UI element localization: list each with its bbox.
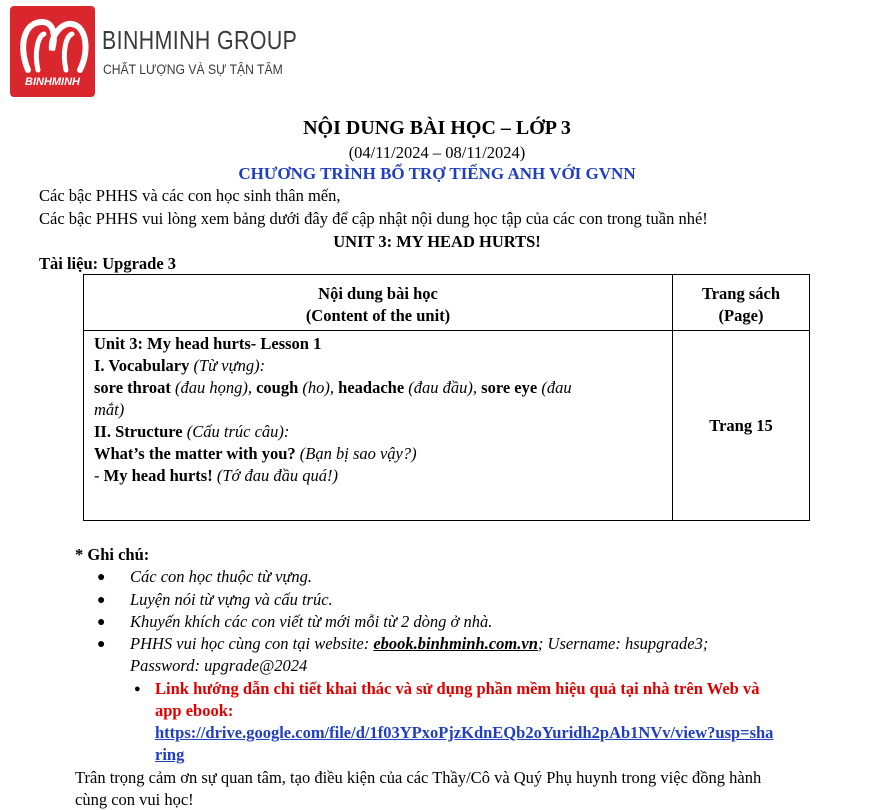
vocab-word: sore throat [94, 378, 171, 397]
structure-label-vi: (Cấu trúc câu): [186, 422, 290, 441]
material-label: Tài liệu: Upgrade 3 [39, 254, 177, 273]
website-prefix: PHHS vui học cùng con tại website: [130, 634, 370, 653]
unit-title: UNIT 3: MY HEAD HURTS! [333, 232, 541, 251]
logo-text: BINHMINH [25, 76, 80, 88]
lesson-title: Unit 3: My head hurts- Lesson 1 [94, 334, 322, 353]
content-header-label: Nội dung bài học [318, 284, 438, 303]
intro-text: Các bậc PHHS vui lòng xem bảng dưới đây để cập nhật nội dung học tập của các con trong tuần nhé! [39, 209, 708, 228]
vocab-meaning: (đau [541, 378, 572, 397]
page-header-label: Trang sách [701, 284, 781, 303]
page-header [673, 275, 810, 331]
website-link[interactable]: ebook.binhminh.com.vn [373, 634, 538, 653]
structure-question-vi: (Bạn bị sao vậy?) [299, 444, 417, 463]
vocab-word: sore eye [481, 378, 538, 397]
structure-label: II. Structure [94, 422, 183, 441]
vocab-meaning: (đau đầu), [408, 378, 478, 397]
vocab-label: I. Vocabulary [94, 356, 190, 375]
date-range: (04/11/2024 – 08/11/2024) [348, 143, 526, 162]
bullet-icon: ● [97, 570, 106, 585]
page-cell [673, 331, 810, 521]
structure-question: What’s the matter with you? [94, 444, 296, 463]
structure-answer: My head hurts! [103, 466, 213, 485]
program-title: CHƯƠNG TRÌNH BỔ TRỢ TIẾNG ANH VỚI GVNN [238, 164, 636, 183]
vocab-meaning: (ho), [302, 378, 335, 397]
lesson-table [83, 274, 810, 521]
brand-logo [10, 6, 95, 97]
brand-tagline: CHẤT LƯỢNG VÀ SỰ TẬN TÂM [103, 62, 283, 77]
note-item: Các con học thuộc từ vựng. [130, 567, 313, 586]
content-header-sublabel: (Content of the unit) [305, 306, 451, 325]
brand-name: BINHMINH GROUP [102, 25, 298, 55]
note-item: Khuyến khích các con viết từ mới mỗi từ 2 dòng ở nhà. [130, 612, 493, 631]
lesson-content [84, 331, 673, 521]
vocab-meaning-continued: mắt) [94, 400, 125, 419]
greeting: Các bậc PHHS và các con học sinh thân mến, [39, 186, 341, 205]
page-title: NỘI DUNG BÀI HỌC – LỚP 3 [303, 117, 571, 139]
content-header [84, 275, 673, 331]
note-item: Luyện nói từ vựng và cấu trúc. [130, 590, 333, 609]
bullet-icon: ● [97, 615, 106, 630]
drive-link-continued[interactable]: ring [155, 745, 185, 764]
vocab-word: cough [256, 378, 299, 397]
drive-link[interactable]: https://drive.google.com/file/d/1f03YPxoPjzKdnEQb2oYuridh2pAb1NVv/view?usp=sha [155, 723, 774, 742]
page-header-sublabel: (Page) [718, 306, 764, 325]
bullet-icon: ● [97, 593, 106, 608]
guide-text-continued: app ebook: [155, 701, 234, 720]
guide-text: Link hướng dẫn chi tiết khai thác và sử dụng phần mềm hiệu quả tại nhà trên Web và [155, 679, 760, 698]
bullet-icon: ● [97, 637, 106, 652]
vocab-label-vi: (Từ vựng): [193, 356, 266, 375]
closing-text: Trân trọng cảm ơn sự quan tâm, tạo điều kiện của các Thầy/Cô và Quý Phụ huynh trong việc đồng hành [75, 768, 762, 787]
password-line: Password: upgrade@2024 [130, 656, 308, 675]
page-number: Trang 15 [709, 415, 773, 435]
closing-text-continued: cùng con vui học! [75, 790, 194, 809]
notes-heading: * Ghi chú: [75, 545, 150, 564]
vocab-meaning: (đau họng), [174, 378, 252, 397]
answer-dash: - [94, 466, 100, 485]
note-website [130, 634, 708, 654]
website-suffix: ; Username: hsupgrade3; [537, 634, 709, 653]
bullet-icon: ● [134, 683, 141, 695]
structure-answer-vi: (Tớ đau đầu quá!) [216, 466, 338, 485]
vocab-word: headache [338, 378, 405, 397]
